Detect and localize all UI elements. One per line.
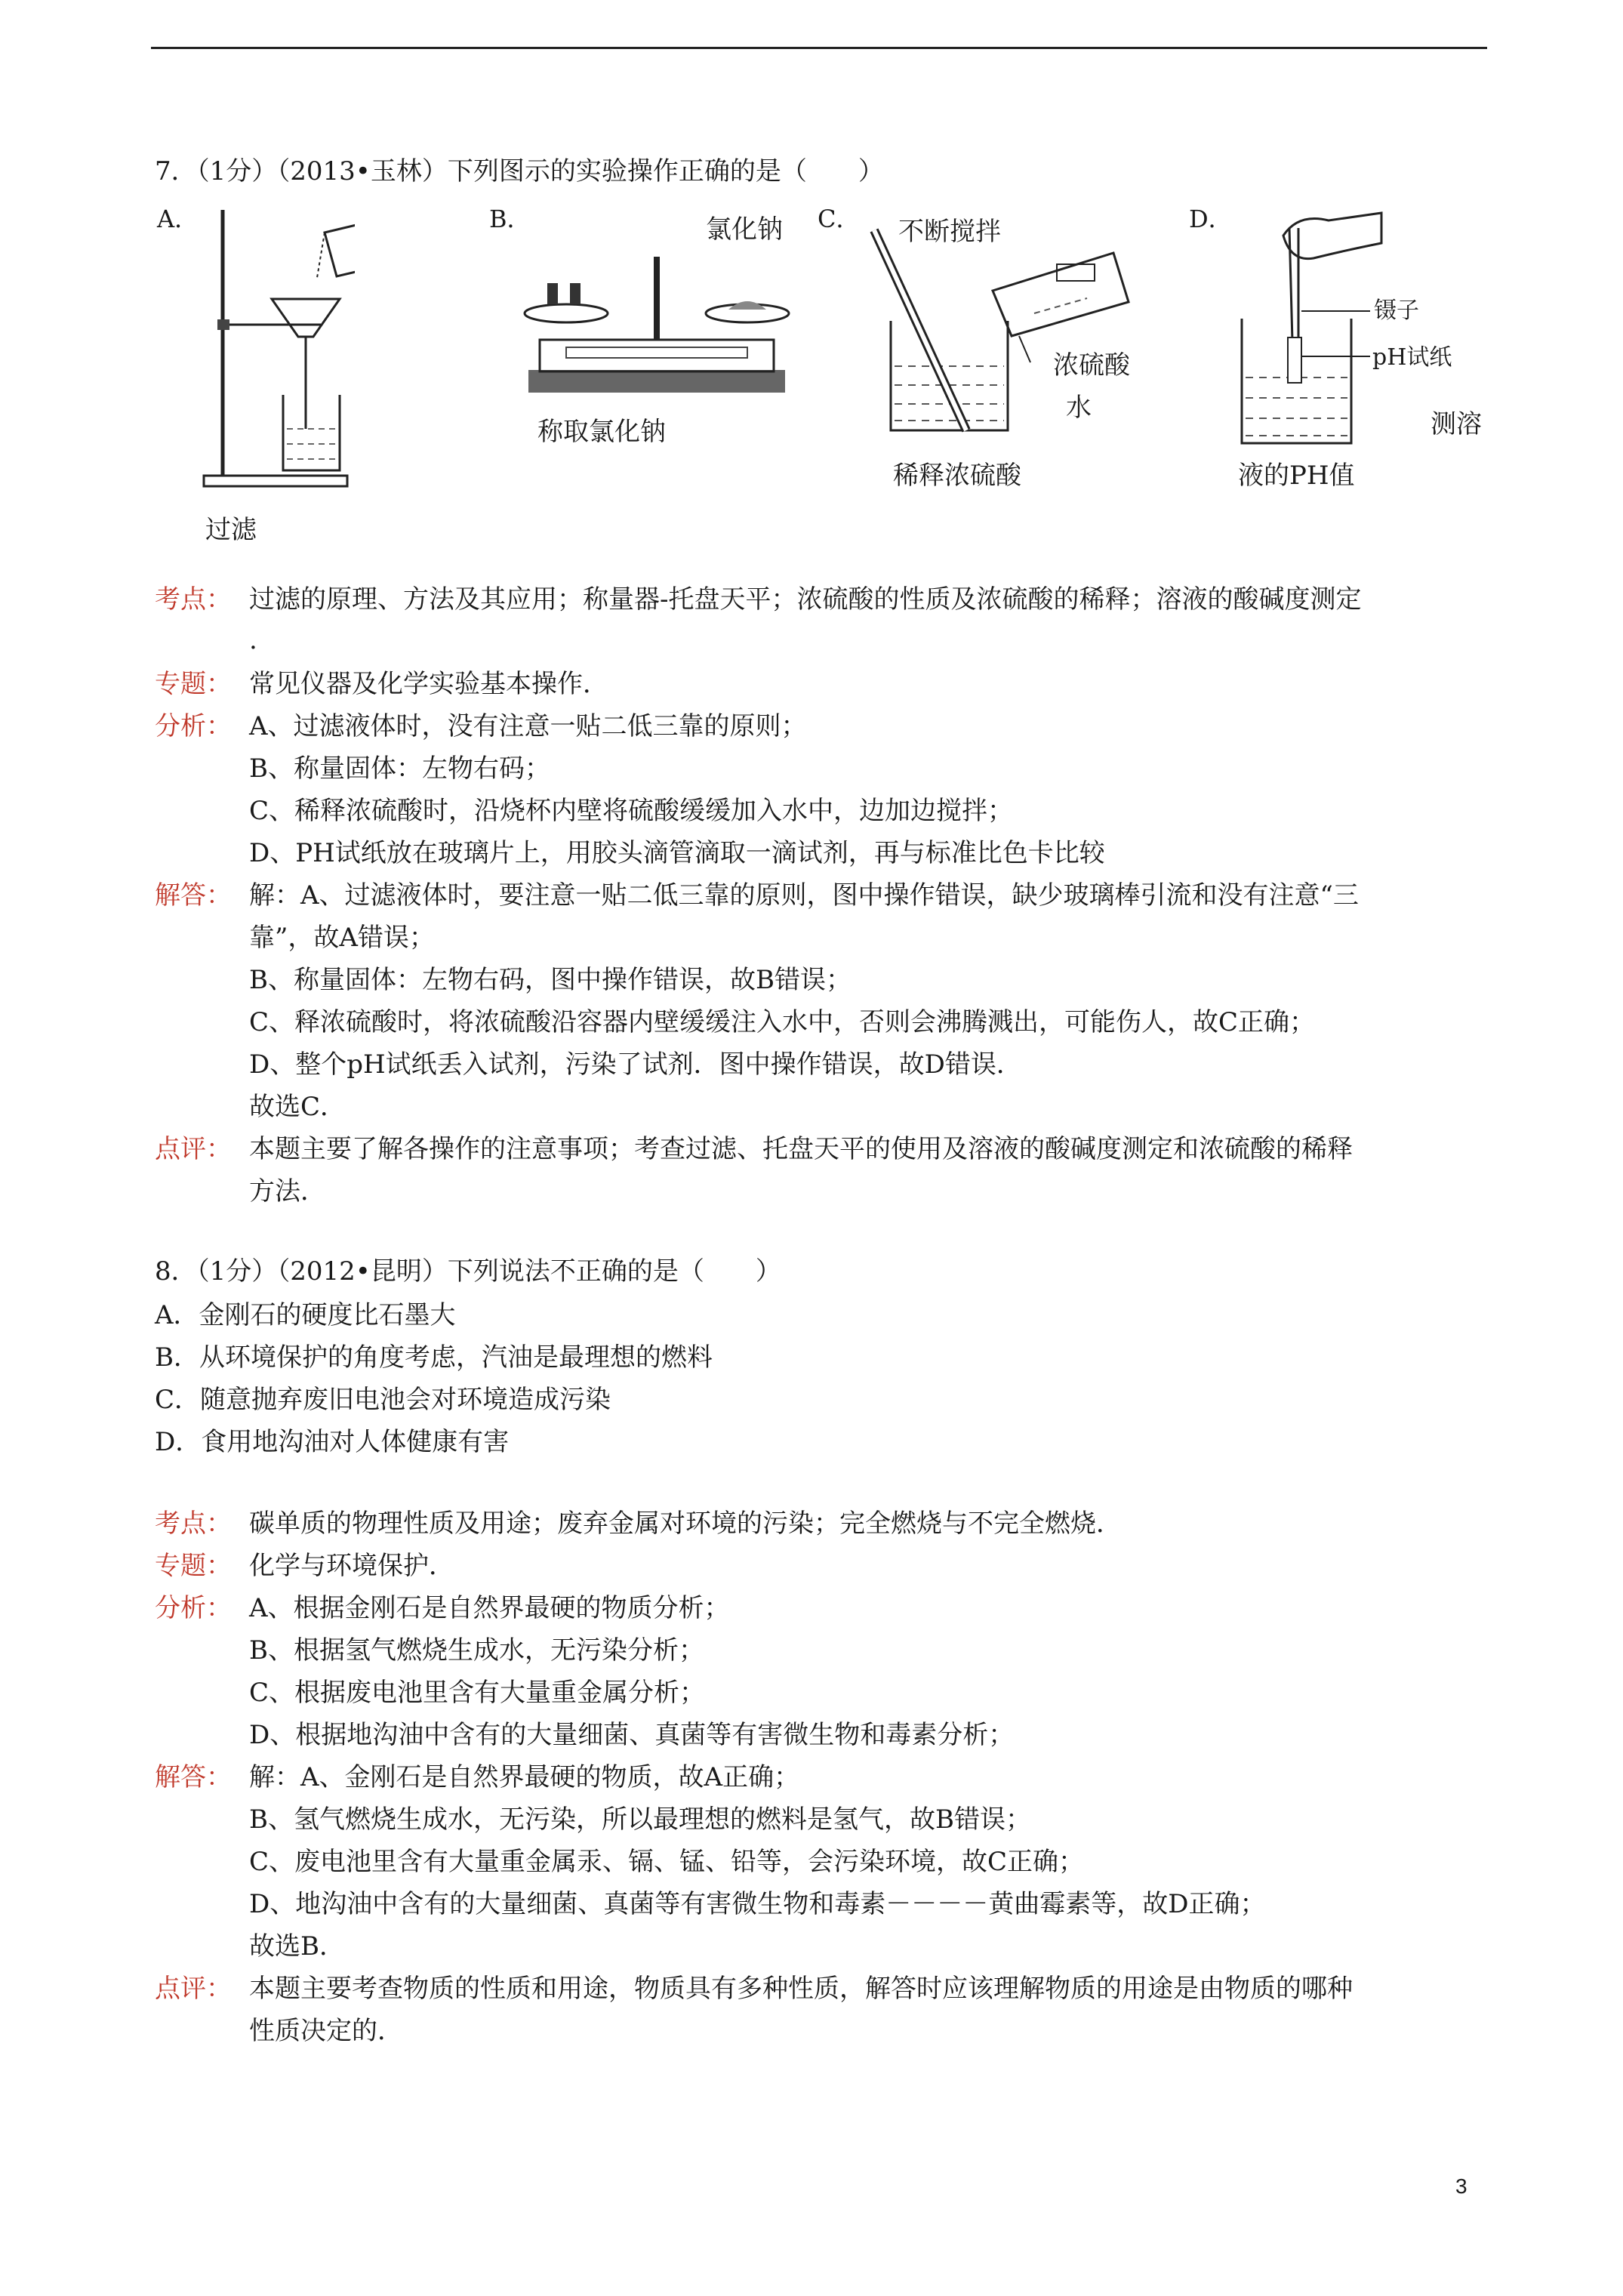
q7-option-c-label-acid: 浓硫酸 xyxy=(1053,350,1130,381)
q8-fenxi-line: C、根据废电池里含有大量重金属分析； xyxy=(249,1678,706,1708)
q8-kaodian: 碳单质的物理性质及用途；废弃金属对环境的污染；完全燃烧与不完全燃烧． xyxy=(249,1509,1122,1539)
dilution-figure xyxy=(861,223,1140,449)
q8-dianping-label: 点评： xyxy=(155,1974,232,2004)
q8-dianping-line: 本题主要考查物质的性质和用途，物质具有多种性质，解答时应该理解物质的用途是由物质的哪种 xyxy=(249,1974,1353,2004)
q7-option-b-caption: 称取氯化钠 xyxy=(537,417,666,447)
q7-jieda-line: C、释浓硫酸时，将浓硫酸沿容器内壁缓缓注入水中，否则会沸腾溅出，可能伤人，故C正确； xyxy=(249,1007,1316,1037)
q8-zhuanti: 化学与环境保护． xyxy=(249,1551,454,1581)
page-number: 3 xyxy=(1455,2174,1467,2198)
q7-jieda-line: 靠”，故A错误； xyxy=(249,923,435,953)
q8-jieda-line: B、氢气燃烧生成水，无污染，所以最理想的燃料是氢气，故B错误； xyxy=(249,1804,1031,1835)
q8-jieda-line: D、地沟油中含有的大量细菌、真菌等有害微生物和毒素－－－－黄曲霉素等，故D正确； xyxy=(249,1889,1266,1919)
q7-option-d-caption-1: 测溶 xyxy=(1431,409,1482,439)
q8-dianping-line: 性质决定的． xyxy=(249,2016,403,2046)
q7-dianping-line: 本题主要了解各操作的注意事项；考查过滤、托盘天平的使用及溶液的酸碱度测定和浓硫酸的稀释 xyxy=(249,1134,1353,1164)
q7-option-b-label: 氯化钠 xyxy=(706,214,783,245)
q7-jieda-line: D、整个pH试纸丢入试剂，污染了试剂．图中操作错误，故D错误． xyxy=(249,1049,1022,1080)
q7-fenxi-line: A、过滤液体时，没有注意一贴二低三靠的原则； xyxy=(249,711,807,741)
ph-test-figure xyxy=(1230,205,1389,455)
q7-jieda-line: B、称量固体：左物右码，图中操作错误，故B错误； xyxy=(249,965,852,995)
q7-kaodian: 过滤的原理、方法及其应用；称量器-托盘天平；浓硫酸的性质及浓硫酸的稀释；溶液的酸碱度测定 xyxy=(249,584,1362,615)
filtration-figure xyxy=(189,202,355,493)
q8-kaodian-label: 考点： xyxy=(155,1509,232,1539)
q7-fenxi-line: B、称量固体：左物右码； xyxy=(249,754,550,784)
q7-zhuanti-label: 专题： xyxy=(155,669,232,699)
q7-option-c-letter: C． xyxy=(818,205,861,233)
q7-stem: 7．（1分）（2013•玉林）下列图示的实验操作正确的是（ ） xyxy=(155,156,884,186)
q8-jieda-line: 故选B． xyxy=(249,1931,345,1962)
q7-zhuanti: 常见仪器及化学实验基本操作． xyxy=(249,669,608,699)
q7-kaodian-label: 考点： xyxy=(155,584,232,615)
q7-option-d-label-tweezers: 镊子 xyxy=(1374,297,1419,324)
q8-fenxi-line: A、根据金刚石是自然界最硬的物质分析； xyxy=(249,1593,730,1623)
q7-jieda-label: 解答： xyxy=(155,880,232,911)
q7-option-a-letter: A． xyxy=(157,205,199,233)
q7-option-d-caption-2: 液的PH值 xyxy=(1238,461,1355,491)
q8-fenxi-line: B、根据氢气燃烧生成水，无污染分析； xyxy=(249,1635,704,1666)
q8-choice-c: C．随意抛弃废旧电池会对环境造成污染 xyxy=(155,1385,611,1415)
q7-fenxi-line: D、PH试纸放在玻璃片上，用胶头滴管滴取一滴试剂，再与标准比色卡比较 xyxy=(249,838,1105,868)
q8-choice-d: D．食用地沟油对人体健康有害 xyxy=(155,1427,510,1457)
q7-option-c-label-stir: 不断搅拌 xyxy=(898,217,1001,247)
q7-fenxi-label: 分析： xyxy=(155,711,232,741)
q7-dianping-label: 点评： xyxy=(155,1134,232,1164)
q7-option-b-letter: B． xyxy=(489,205,531,233)
q8-stem: 8．（1分）（2012•昆明）下列说法不正确的是（ ） xyxy=(155,1256,781,1287)
q7-kaodian-end: . xyxy=(249,625,257,655)
header-rule xyxy=(151,47,1487,49)
q8-choice-a: A．金刚石的硬度比石墨大 xyxy=(155,1300,456,1330)
q7-option-d-letter: D． xyxy=(1189,205,1233,233)
q8-jieda-line: 解：A、金刚石是自然界最硬的物质，故A正确； xyxy=(249,1762,800,1792)
q7-fenxi-line: C、稀释浓硫酸时，沿烧杯内壁将硫酸缓缓加入水中，边加边搅拌； xyxy=(249,796,1014,826)
q8-zhuanti-label: 专题： xyxy=(155,1551,232,1581)
balance-figure xyxy=(521,227,800,408)
q8-fenxi-label: 分析： xyxy=(155,1593,232,1623)
q7-option-d-label-paper: pH试纸 xyxy=(1372,344,1452,371)
q8-jieda-line: C、废电池里含有大量重金属汞、镉、锰、铅等，会污染环境，故C正确； xyxy=(249,1847,1085,1877)
q7-option-c-caption: 稀释浓硫酸 xyxy=(893,461,1021,491)
q7-option-c-label-water: 水 xyxy=(1066,393,1092,423)
q8-fenxi-line: D、根据地沟油中含有的大量细菌、真菌等有害微生物和毒素分析； xyxy=(249,1720,1015,1750)
q8-jieda-label: 解答： xyxy=(155,1762,232,1792)
q7-jieda-line: 故选C． xyxy=(249,1092,346,1122)
q7-dianping-line: 方法． xyxy=(249,1176,326,1207)
q7-option-a-caption: 过滤 xyxy=(205,515,257,545)
q7-jieda-line: 解：A、过滤液体时，要注意一贴二低三靠的原则，图中操作错误，缺少玻璃棒引流和没有注意“三 xyxy=(249,880,1359,911)
q8-choice-b: B．从环境保护的角度考虑，汽油是最理想的燃料 xyxy=(155,1342,713,1373)
